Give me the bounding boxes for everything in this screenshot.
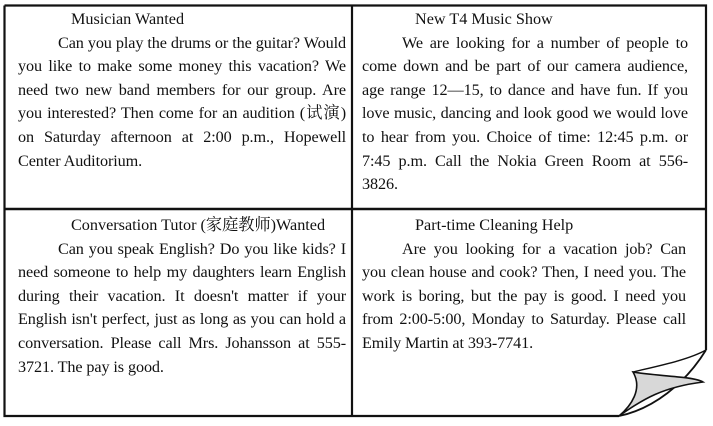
ad-musician-wanted: [18, 8, 346, 173]
ad-title: Part-time Cleaning Help: [415, 216, 574, 234]
ad-title: Musician Wanted: [71, 10, 185, 28]
ad-body: Are you looking for a vacation job? Can you clean house and cook? Then, I need you. The work is boring, but the pay is good. I need you from 2:00-5:00, Monday to Saturday. Please call Emily Martin at 393-7741.: [362, 239, 686, 352]
ad-conversation-tutor: [18, 214, 346, 379]
ad-body: Can you speak English? Do you like kids? I need someone to help my daughters learn English during their vacation. It doesn't matter if your English isn't perfect, just as long as you can hold a conversation. Please call Mrs. Johansson at 555-3721. The pay is good.: [18, 239, 346, 376]
ad-body: Can you play the drums or the guitar? Would you like to make some money this vacation? We need two new band members for our group. Are you interested? Then come for an audition (试演) on Saturday afternoon at 2:00 p.m., Hopewell Center Auditorium.: [18, 33, 346, 170]
ad-title: Conversation Tutor (家庭教师)Wanted: [71, 216, 326, 234]
page-curl-icon: [619, 350, 706, 416]
ad-title: New T4 Music Show: [415, 10, 553, 28]
ad-body: We are looking for a number of people to come down and be part of our camera audience, age range 12—15, to dance and have fun. If you love music, dancing and look good we would love to hear from you. Choice of time: 12:45 p.m. or 7:45 p.m. Call the Nokia Green Room at 556-3826.: [362, 33, 688, 194]
ad-music-show: [362, 8, 688, 197]
ad-board: [3, 4, 708, 418]
ad-cleaning-help: [362, 214, 688, 356]
